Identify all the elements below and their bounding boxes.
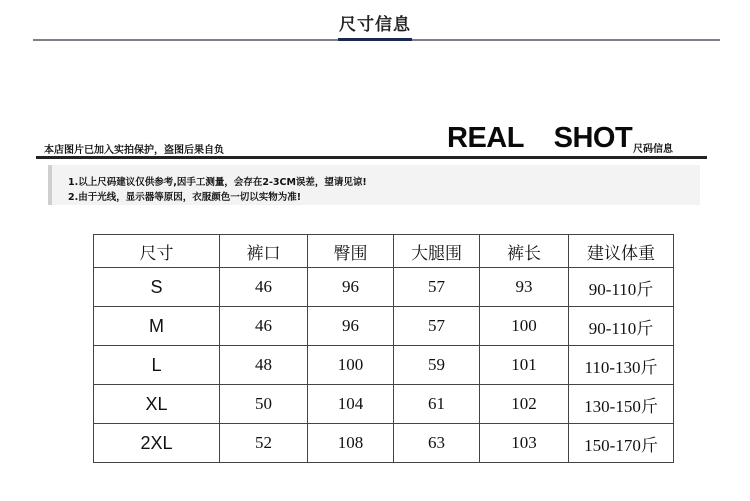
title-underline	[338, 38, 412, 41]
cell-hem: 46	[220, 268, 308, 307]
cell-length: 100	[480, 307, 569, 346]
cell-hem: 46	[220, 307, 308, 346]
header-thigh: 大腿围	[394, 235, 480, 268]
cell-size: L	[94, 346, 220, 385]
notes-accent-bar	[48, 165, 52, 205]
table-row	[94, 268, 674, 307]
page-title: 尺寸信息	[339, 15, 411, 35]
cell-weight: 150-170斤	[569, 424, 674, 463]
cell-size: 2XL	[94, 424, 220, 463]
cell-hip: 96	[308, 268, 394, 307]
table-row	[94, 424, 674, 463]
header-hem: 裤口	[220, 235, 308, 268]
cell-size: S	[94, 268, 220, 307]
cell-length: 103	[480, 424, 569, 463]
banner-divider	[36, 156, 707, 159]
header-size: 尺寸	[94, 235, 220, 268]
cell-hip: 108	[308, 424, 394, 463]
cell-hem: 50	[220, 385, 308, 424]
table-row	[94, 346, 674, 385]
table-row	[94, 307, 674, 346]
cell-weight: 90-110斤	[569, 307, 674, 346]
cell-hem: 52	[220, 424, 308, 463]
cell-thigh: 57	[394, 268, 480, 307]
cell-thigh: 63	[394, 424, 480, 463]
table-header-row	[94, 235, 674, 268]
notes-box	[48, 165, 700, 205]
cell-length: 93	[480, 268, 569, 307]
cell-thigh: 59	[394, 346, 480, 385]
cell-thigh: 61	[394, 385, 480, 424]
table-row	[94, 385, 674, 424]
cell-length: 101	[480, 346, 569, 385]
cell-hip: 96	[308, 307, 394, 346]
real-shot-subtitle: 尺码信息	[633, 144, 673, 155]
cell-length: 102	[480, 385, 569, 424]
cell-weight: 130-150斤	[569, 385, 674, 424]
header-weight: 建议体重	[569, 235, 674, 268]
note-2: 2.由于光线，显示器等原因，衣服颜色一切以实物为准!	[68, 192, 302, 203]
header-length: 裤长	[480, 235, 569, 268]
cell-thigh: 57	[394, 307, 480, 346]
cell-hip: 104	[308, 385, 394, 424]
note-1: 1.以上尺码建议仅供参考,因手工测量，会存在2-3CM误差，望请见谅!	[68, 177, 367, 188]
header-hip: 臀围	[308, 235, 394, 268]
cell-weight: 90-110斤	[569, 268, 674, 307]
size-table	[93, 234, 674, 463]
cell-hem: 48	[220, 346, 308, 385]
cell-hip: 100	[308, 346, 394, 385]
cell-size: M	[94, 307, 220, 346]
cell-weight: 110-130斤	[569, 346, 674, 385]
cell-size: XL	[94, 385, 220, 424]
copyright-notice: 本店图片已加入实拍保护，盗图后果自负	[44, 145, 224, 156]
real-shot-heading: REAL SHOT	[447, 122, 633, 154]
